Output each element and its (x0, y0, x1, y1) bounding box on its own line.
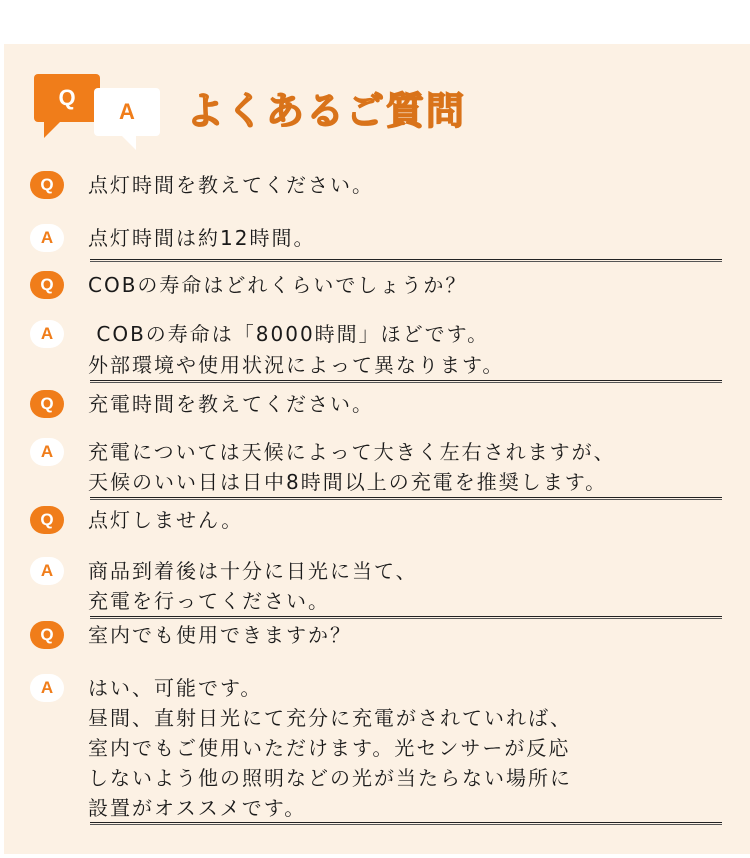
question-text: 点灯しません。 (88, 508, 244, 532)
divider (90, 259, 722, 262)
answer-text-line-2: 外部環境や使用状況によって異なります。 (88, 353, 505, 377)
answer-text-line-3: 室内でもご使用いただけます。光センサーが反応 (88, 736, 571, 760)
question-text: 充電時間を教えてください。 (88, 392, 374, 416)
question-text: 点灯時間を教えてください。 (88, 173, 374, 197)
page-title: よくあるご質問 (186, 89, 467, 133)
answer-text-line-2: 昼間、直射日光にて充分に充電がされていれば、 (88, 706, 572, 730)
answer-text-line-5: 設置がオススメです。 (88, 796, 307, 820)
faq-list (4, 44, 750, 854)
answer-text-line-1: COBの寿命は「8000時間」ほどです。 (88, 322, 490, 346)
answer-badge: A (30, 438, 64, 466)
faq-panel (4, 44, 750, 854)
divider (90, 822, 722, 825)
answer-text: 点灯時間は約12時間。 (88, 226, 316, 250)
question-badge: Q (30, 271, 64, 299)
answer-text-line-1: 充電については天候によって大きく左右されますが、 (88, 440, 616, 464)
a-speech-bubble-icon: A (94, 88, 160, 136)
answer-text-line-2: 天候のいい日は日中8時間以上の充電を推奨します。 (88, 470, 608, 494)
divider (90, 497, 722, 500)
answer-text-line-1: 商品到着後は十分に日光に当て、 (88, 559, 418, 583)
answer-badge: A (30, 320, 64, 348)
question-text: COBの寿命はどれくらいでしょうか？ (88, 273, 468, 297)
answer-badge: A (30, 224, 64, 252)
divider (90, 616, 722, 619)
question-badge: Q (30, 621, 64, 649)
question-badge: Q (30, 506, 64, 534)
answer-text-line-1: はい、可能です。 (88, 676, 263, 700)
question-badge: Q (30, 390, 64, 418)
answer-text-line-2: 充電を行ってください。 (88, 589, 330, 613)
answer-badge: A (30, 557, 64, 585)
q-speech-bubble-icon: Q (34, 74, 100, 122)
answer-badge: A (30, 674, 64, 702)
divider (90, 380, 722, 383)
question-badge: Q (30, 171, 64, 199)
question-text: 室内でも使用できますか？ (88, 623, 352, 647)
answer-text-line-4: しないよう他の照明などの光が当たらない場所に (88, 766, 572, 790)
